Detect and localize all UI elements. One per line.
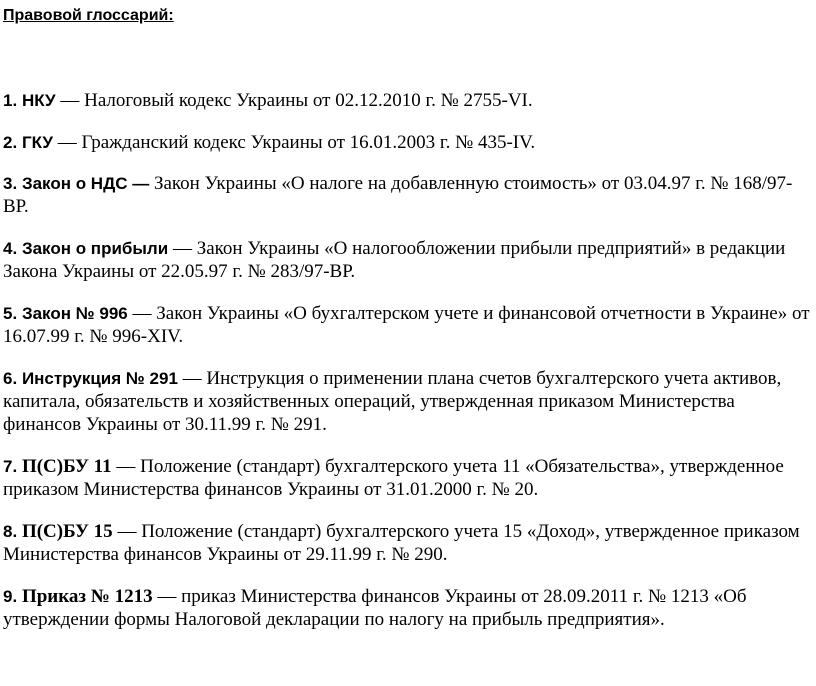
entry-term: НКУ [21, 91, 56, 110]
glossary-entry-4 [3, 237, 811, 283]
glossary-list [3, 89, 811, 631]
entry-dash: — [57, 132, 77, 153]
glossary-entry-3 [3, 172, 811, 218]
entry-dash: — [172, 238, 192, 259]
entry-definition: Положение (стандарт) бухгалтерского учета 11 «Обязательства», утвержденное приказом Министерства финансов Украины от 31.01.2000 г. № 20. [3, 456, 784, 500]
entry-term: ГКУ [21, 133, 53, 152]
entry-term: Приказ № 1213 [21, 586, 153, 607]
entry-term: Инструкция № 291 [21, 369, 178, 388]
entry-definition: Положение (стандарт) бухгалтерского учета 15 «Доход», утвержденное приказом Министерства финансов Украины от 29.11.99 г. № 290. [3, 521, 800, 565]
glossary-entry-7 [3, 455, 811, 501]
entry-number: 9. [3, 587, 18, 606]
entry-dash: — [157, 586, 177, 607]
entry-definition: Гражданский кодекс Украины от 16.01.2003 г. № 435-IV. [81, 132, 536, 153]
entry-number: 2. [3, 133, 18, 152]
glossary-entry-8 [3, 520, 811, 566]
entry-number: 3. [3, 174, 18, 193]
entry-number: 1. [3, 91, 18, 110]
entry-definition: Налоговый кодекс Украины от 02.12.2010 г. № 2755-VI. [84, 90, 533, 111]
entry-number: 8. [3, 522, 18, 541]
entry-term: П(С)БУ 15 [21, 521, 113, 542]
entry-dash: — [132, 303, 152, 324]
entry-number: 6. [3, 369, 18, 388]
page-title: Правовой глоссарий: [3, 7, 174, 24]
entry-number: 4. [3, 239, 18, 258]
entry-term: Закон о прибыли [21, 239, 169, 258]
entry-number: 7. [3, 457, 18, 476]
entry-dash: — [117, 521, 137, 542]
glossary-entry-5 [3, 302, 811, 348]
glossary-entry-2 [3, 131, 811, 154]
entry-definition: Закон Украины «О налогообложении прибыли предприятий» в редакции Закона Украины от 22.05.97 г. № 283/97-ВР. [3, 238, 786, 282]
entry-definition: приказ Министерства финансов Украины от 28.09.2011 г. № 1213 «Об утверждении формы Налоговой декларации по налогу на прибыль предприятия». [3, 586, 747, 630]
entry-definition: Закон Украины «О бухгалтерском учете и финансовой отчетности в Украине» от 16.07.99 г. № 996-XIV. [3, 303, 810, 347]
entry-dash: — [116, 456, 136, 477]
glossary-entry-6 [3, 367, 811, 436]
glossary-entry-9 [3, 585, 811, 631]
entry-term: Закон о НДС — [21, 174, 150, 193]
entry-definition: Инструкция о применении плана счетов бухгалтерского учета активов, капитала, обязательств и хозяйственных операций, утвержденная приказом Министерства финансов Украины от 30.11.99 г. № 291. [3, 368, 782, 435]
entry-dash: — [182, 368, 202, 389]
entry-term: П(С)БУ 11 [21, 456, 112, 477]
glossary-entry-1 [3, 89, 811, 112]
entry-dash: — [60, 90, 80, 111]
entry-term: Закон № 996 [21, 304, 128, 323]
document-page [3, 0, 811, 650]
entry-number: 5. [3, 304, 18, 323]
entry-definition: Закон Украины «О налоге на добавленную стоимость» от 03.04.97 г. № 168/97-ВР. [3, 173, 793, 217]
